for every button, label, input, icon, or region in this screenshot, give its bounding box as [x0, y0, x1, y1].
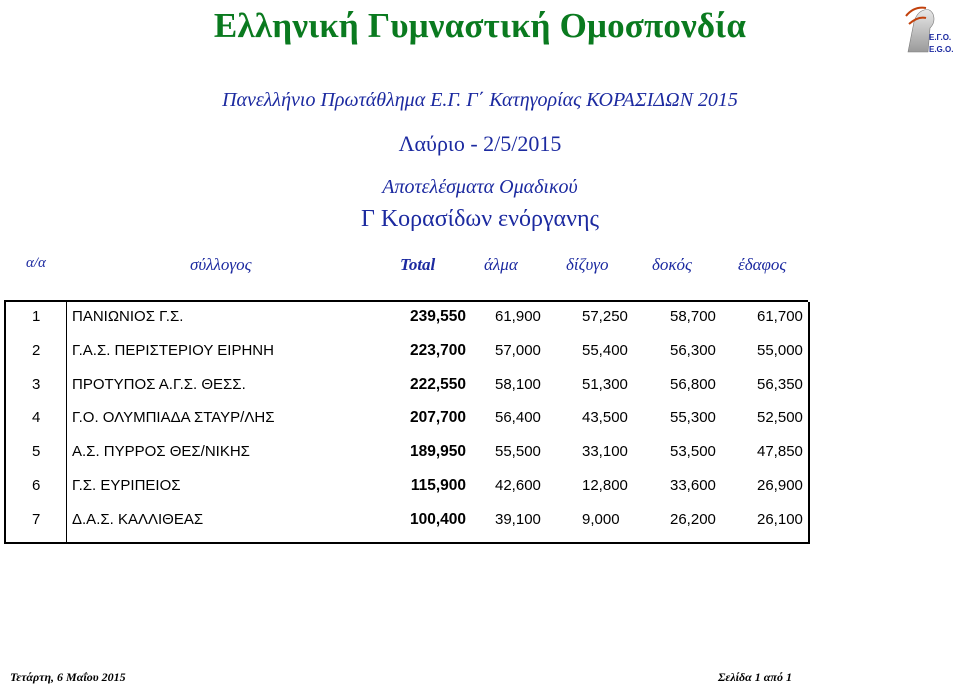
row-vault: 55,500	[495, 443, 541, 460]
results-title: Αποτελέσματα Ομαδικού	[382, 176, 578, 198]
table-row	[6, 336, 808, 368]
table-row	[6, 370, 808, 402]
row-total: 100,400	[409, 511, 466, 528]
row-total: 239,550	[409, 308, 466, 325]
logo-text-1: Ε.Γ.Ο.	[929, 33, 952, 42]
row-total: 207,700	[409, 409, 466, 426]
results-table	[4, 302, 810, 544]
col-header-aa: α/α	[26, 255, 46, 271]
row-beam: 55,300	[670, 409, 716, 426]
table-row	[6, 403, 808, 435]
row-bars: 33,100	[582, 443, 628, 460]
row-beam: 56,300	[670, 342, 716, 359]
row-beam: 56,800	[670, 376, 716, 393]
row-bars: 9,000	[582, 511, 620, 528]
table-row	[6, 471, 808, 503]
row-bars: 43,500	[582, 409, 628, 426]
row-floor: 52,500	[757, 409, 803, 426]
category-title: Γ Κορασίδων ενόργανης	[360, 206, 600, 232]
row-floor: 56,350	[757, 376, 803, 393]
row-aa: 5	[32, 443, 41, 460]
event-location-date: Λαύριο - 2/5/2015	[398, 131, 562, 156]
row-total: 222,550	[409, 376, 466, 393]
row-club: Α.Σ. ΠΥΡΡΟΣ ΘΕΣ/ΝΙΚΗΣ	[72, 443, 250, 460]
row-beam: 26,200	[670, 511, 716, 528]
row-aa: 1	[32, 308, 41, 325]
row-aa: 7	[32, 511, 41, 528]
footer-date: Τετάρτη, 6 Μαΐου 2015	[10, 670, 126, 684]
row-aa: 4	[32, 409, 41, 426]
col-header-bars: δίζυγο	[566, 255, 609, 274]
row-floor: 55,000	[757, 342, 803, 359]
championship-title: Πανελλήνιο Πρωτάθλημα Ε.Γ. Γ΄ Κατηγορίας ΚΟΡΑΣΙΔΩΝ 2015	[222, 89, 738, 111]
row-floor: 47,850	[757, 443, 803, 460]
row-bars: 51,300	[582, 376, 628, 393]
row-aa: 2	[32, 342, 41, 359]
row-vault: 42,600	[495, 477, 541, 494]
row-bars: 55,400	[582, 342, 628, 359]
row-floor: 26,100	[757, 511, 803, 528]
row-club: Γ.Σ. ΕΥΡΙΠΕΙΟΣ	[72, 477, 181, 494]
row-total: 189,950	[409, 443, 466, 460]
row-beam: 58,700	[670, 308, 716, 325]
row-beam: 53,500	[670, 443, 716, 460]
page-title: Ελληνική Γυμναστική Ομοσπονδία	[213, 6, 747, 45]
row-floor: 61,700	[757, 308, 803, 325]
row-vault: 56,400	[495, 409, 541, 426]
row-club: Δ.Α.Σ. ΚΑΛΛΙΘΕΑΣ	[72, 511, 204, 528]
col-header-vault: άλμα	[484, 255, 518, 274]
row-club: Γ.Α.Σ. ΠΕΡΙΣΤΕΡΙΟΥ ΕΙΡΗΝΗ	[72, 342, 274, 359]
row-vault: 61,900	[495, 308, 541, 325]
table-row	[6, 437, 808, 469]
ego-logo	[900, 2, 954, 60]
row-aa: 3	[32, 376, 41, 393]
col-header-total: Total	[400, 255, 436, 274]
col-header-club: σύλλογος	[190, 255, 252, 274]
table-row	[6, 302, 808, 334]
row-total: 115,900	[410, 477, 466, 494]
row-vault: 39,100	[495, 511, 541, 528]
row-club: Γ.Ο. ΟΛΥΜΠΙΑΔΑ ΣΤΑΥΡ/ΛΗΣ	[72, 409, 275, 426]
row-aa: 6	[32, 477, 41, 494]
logo-text-2: E.G.O.	[929, 45, 954, 54]
row-club: ΠΡΟΤΥΠΟΣ Α.Γ.Σ. ΘΕΣΣ.	[72, 376, 246, 393]
footer-page: Σελίδα 1 από 1	[718, 670, 792, 684]
row-bars: 57,250	[582, 308, 628, 325]
col-header-floor: έδαφος	[738, 255, 787, 274]
row-vault: 58,100	[495, 376, 541, 393]
row-bars: 12,800	[582, 477, 628, 494]
table-row	[6, 505, 808, 537]
col-header-beam: δοκός	[652, 255, 692, 274]
row-beam: 33,600	[670, 477, 716, 494]
row-total: 223,700	[409, 342, 466, 359]
row-floor: 26,900	[757, 477, 803, 494]
row-vault: 57,000	[495, 342, 541, 359]
row-club: ΠΑΝΙΩΝΙΟΣ Γ.Σ.	[72, 308, 184, 325]
